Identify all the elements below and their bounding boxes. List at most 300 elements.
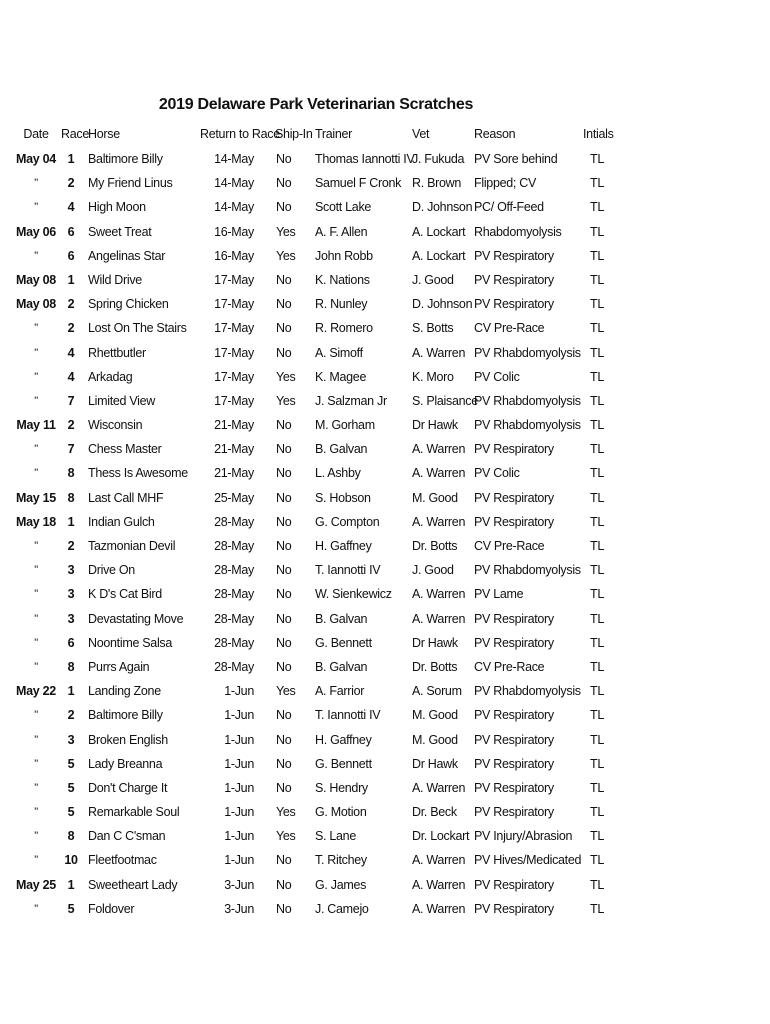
cell-vet: Dr Hawk: [412, 635, 458, 650]
table-row: [0, 703, 770, 727]
table-row: [0, 679, 770, 703]
cell-reason: PV Rhabdomyolysis: [474, 684, 581, 699]
cell-trainer: T. Ritchey: [315, 853, 367, 868]
cell-horse: Sweetheart Lady: [88, 877, 178, 892]
cell-date: ": [34, 588, 38, 601]
cell-trainer: A. F. Allen: [315, 224, 368, 239]
cell-race: 4: [67, 200, 75, 215]
cell-return-to-race: 17-May: [214, 297, 254, 312]
cell-race: 3: [67, 563, 75, 578]
table-row: [0, 897, 770, 921]
cell-race: 2: [67, 708, 75, 723]
cell-return-to-race: 16-May: [214, 248, 254, 263]
cell-vet: Dr Hawk: [412, 756, 458, 771]
table-row: [0, 848, 770, 872]
cell-initials: TL: [590, 635, 604, 650]
column-header-date: Date: [23, 127, 49, 141]
cell-trainer: R. Nunley: [315, 297, 368, 312]
cell-ship-in: No: [276, 321, 292, 336]
cell-initials: TL: [590, 780, 604, 795]
cell-trainer: L. Ashby: [315, 466, 361, 481]
cell-trainer: B. Galvan: [315, 611, 368, 626]
cell-initials: TL: [590, 297, 604, 312]
cell-race: 2: [67, 321, 75, 336]
cell-initials: TL: [590, 829, 604, 844]
table-row: [0, 171, 770, 195]
cell-horse: K D's Cat Bird: [88, 587, 162, 602]
cell-reason: PV Respiratory: [474, 635, 554, 650]
cell-date: May 11: [16, 418, 56, 433]
column-header-initials: Intials: [583, 127, 614, 141]
cell-date: ": [34, 177, 38, 190]
cell-race: 2: [67, 176, 75, 191]
cell-vet: Dr. Botts: [412, 539, 458, 553]
cell-date: May 06: [16, 224, 56, 239]
table-row: [0, 316, 770, 340]
cell-trainer: J. Camejo: [315, 901, 369, 916]
cell-date: May 04: [16, 152, 56, 166]
column-header-trainer: Trainer: [315, 127, 353, 141]
cell-vet: A. Lockart: [412, 248, 466, 263]
cell-race: 10: [64, 853, 78, 868]
table-row: [0, 824, 770, 848]
cell-return-to-race: 16-May: [214, 224, 254, 239]
cell-horse: Purrs Again: [88, 659, 150, 674]
cell-race: 6: [67, 635, 75, 650]
cell-ship-in: No: [276, 345, 292, 360]
cell-return-to-race: 28-May: [214, 514, 254, 529]
cell-vet: J. Good: [412, 272, 454, 287]
cell-race: 3: [67, 611, 75, 626]
table-row: [0, 220, 770, 244]
table-row: [0, 873, 770, 897]
cell-race: 1: [67, 514, 75, 529]
cell-race: 1: [67, 877, 75, 892]
cell-initials: TL: [590, 514, 604, 529]
cell-ship-in: No: [276, 853, 292, 868]
table-row: [0, 292, 770, 316]
cell-race: 3: [67, 732, 75, 747]
cell-vet: Dr. Botts: [412, 659, 458, 674]
cell-race: 3: [67, 587, 75, 602]
cell-reason: PV Hives/Medicated: [474, 853, 582, 868]
cell-ship-in: Yes: [276, 805, 296, 820]
cell-return-to-race: 21-May: [214, 442, 254, 457]
cell-ship-in: No: [276, 442, 292, 457]
cell-trainer: A. Farrior: [315, 684, 365, 699]
table-row: [0, 437, 770, 461]
cell-horse: Lady Breanna: [88, 756, 163, 771]
cell-reason: PV Rhabdomyolysis: [474, 563, 581, 578]
cell-race: 7: [67, 393, 75, 408]
cell-return-to-race: 28-May: [214, 587, 254, 602]
cell-return-to-race: 14-May: [214, 200, 254, 215]
cell-initials: TL: [590, 152, 604, 166]
cell-date: May 15: [16, 490, 56, 505]
cell-ship-in: Yes: [276, 829, 296, 844]
cell-ship-in: No: [276, 708, 292, 723]
cell-reason: PV Respiratory: [474, 611, 554, 626]
cell-ship-in: Yes: [276, 248, 296, 263]
cell-return-to-race: 17-May: [214, 345, 254, 360]
cell-reason: PV Respiratory: [474, 442, 554, 457]
cell-initials: TL: [590, 877, 604, 892]
table-row: [0, 534, 770, 558]
cell-return-to-race: 3-Jun: [224, 901, 254, 916]
column-header-race: Race: [61, 127, 89, 141]
cell-initials: TL: [590, 539, 604, 553]
cell-vet: Dr. Lockart: [412, 829, 470, 844]
cell-ship-in: No: [276, 756, 292, 771]
cell-return-to-race: 28-May: [214, 659, 254, 674]
cell-ship-in: No: [276, 490, 292, 505]
cell-reason: PV Sore behind: [474, 152, 558, 166]
cell-horse: Wild Drive: [88, 272, 142, 287]
cell-reason: PV Respiratory: [474, 805, 554, 820]
table-row: [0, 341, 770, 365]
cell-trainer: K. Nations: [315, 272, 370, 287]
cell-date: ": [34, 443, 38, 456]
cell-initials: TL: [590, 684, 604, 699]
cell-horse: Chess Master: [88, 442, 162, 457]
cell-vet: D. Johnson: [412, 297, 473, 312]
cell-return-to-race: 14-May: [214, 152, 254, 166]
cell-horse: Sweet Treat: [88, 224, 152, 239]
column-header-return: Return to Race: [200, 127, 280, 141]
cell-horse: Lost On The Stairs: [88, 321, 187, 336]
cell-trainer: S. Hendry: [315, 780, 368, 795]
cell-vet: A. Warren: [412, 587, 466, 602]
cell-initials: TL: [590, 321, 604, 336]
cell-initials: TL: [590, 659, 604, 674]
cell-initials: TL: [590, 393, 604, 408]
cell-initials: TL: [590, 587, 604, 602]
cell-horse: Baltimore Billy: [88, 708, 163, 723]
cell-return-to-race: 1-Jun: [224, 708, 254, 723]
cell-reason: PV Respiratory: [474, 297, 554, 312]
cell-reason: PV Respiratory: [474, 272, 554, 287]
cell-trainer: M. Gorham: [315, 418, 375, 433]
cell-horse: Limited View: [88, 393, 156, 408]
cell-trainer: S. Lane: [315, 829, 356, 844]
cell-reason: PV Respiratory: [474, 877, 554, 892]
cell-trainer: G. James: [315, 877, 367, 892]
cell-trainer: R. Romero: [315, 321, 373, 336]
table-row: [0, 510, 770, 534]
cell-trainer: B. Galvan: [315, 442, 368, 457]
cell-return-to-race: 28-May: [214, 635, 254, 650]
cell-date: ": [34, 830, 38, 843]
cell-date: ": [34, 540, 38, 552]
cell-vet: A. Warren: [412, 345, 466, 360]
cell-race: 1: [67, 152, 75, 166]
cell-date: ": [34, 346, 38, 359]
table-row: [0, 607, 770, 631]
table-row: [0, 655, 770, 679]
cell-reason: PV Respiratory: [474, 780, 554, 795]
cell-date: ": [34, 806, 38, 819]
cell-trainer: H. Gaffney: [315, 539, 372, 553]
cell-trainer: G. Motion: [315, 805, 367, 820]
cell-trainer: T. Iannotti IV: [315, 563, 381, 578]
cell-horse: Drive On: [88, 563, 135, 578]
cell-horse: Noontime Salsa: [88, 635, 173, 650]
cell-ship-in: No: [276, 901, 292, 916]
cell-vet: A. Warren: [412, 514, 466, 529]
cell-initials: TL: [590, 466, 604, 481]
table-row: [0, 461, 770, 485]
cell-return-to-race: 1-Jun: [224, 829, 254, 844]
cell-ship-in: No: [276, 611, 292, 626]
cell-date: ": [34, 709, 38, 722]
cell-return-to-race: 1-Jun: [224, 805, 254, 820]
cell-horse: Don't Charge It: [88, 780, 168, 795]
cell-vet: A. Warren: [412, 611, 466, 626]
cell-race: 8: [67, 829, 75, 844]
cell-race: 8: [67, 659, 75, 674]
cell-return-to-race: 17-May: [214, 272, 254, 287]
scratches-table: [0, 122, 770, 921]
cell-vet: A. Sorum: [412, 684, 462, 699]
table-row: [0, 558, 770, 582]
cell-race: 5: [67, 780, 75, 795]
cell-date: ": [34, 902, 38, 915]
cell-vet: S. Plaisance: [412, 393, 478, 408]
cell-date: May 18: [16, 514, 56, 529]
cell-horse: Dan C C'sman: [88, 829, 166, 844]
cell-return-to-race: 3-Jun: [224, 877, 254, 892]
cell-initials: TL: [590, 418, 604, 433]
cell-date: ": [34, 636, 38, 649]
cell-reason: PV Colic: [474, 466, 520, 481]
cell-vet: A. Warren: [412, 442, 466, 457]
cell-race: 5: [67, 756, 75, 771]
cell-ship-in: No: [276, 563, 292, 578]
cell-trainer: G. Bennett: [315, 756, 372, 771]
cell-horse: Last Call MHF: [88, 490, 164, 505]
cell-initials: TL: [590, 708, 604, 723]
cell-initials: TL: [590, 442, 604, 457]
table-row: [0, 389, 770, 413]
cell-reason: PC/ Off-Feed: [474, 200, 544, 215]
cell-trainer: J. Salzman Jr: [315, 393, 387, 408]
cell-reason: PV Respiratory: [474, 756, 554, 771]
cell-vet: M. Good: [412, 708, 458, 723]
cell-vet: A. Warren: [412, 901, 466, 916]
cell-return-to-race: 21-May: [214, 418, 254, 433]
table-row: [0, 413, 770, 437]
cell-return-to-race: 17-May: [214, 393, 254, 408]
cell-trainer: John Robb: [315, 248, 373, 263]
cell-horse: Thess Is Awesome: [88, 466, 188, 481]
cell-trainer: Samuel F Cronk: [315, 176, 402, 191]
cell-trainer: H. Gaffney: [315, 732, 372, 747]
cell-vet: M. Good: [412, 490, 458, 505]
cell-date: ": [34, 660, 38, 673]
cell-initials: TL: [590, 345, 604, 360]
cell-trainer: W. Sienkewicz: [315, 587, 392, 602]
table-row: [0, 728, 770, 752]
cell-horse: Wisconsin: [88, 418, 143, 433]
cell-return-to-race: 17-May: [214, 321, 254, 336]
cell-race: 4: [67, 369, 75, 384]
cell-ship-in: No: [276, 659, 292, 674]
cell-initials: TL: [590, 272, 604, 287]
cell-horse: Broken English: [88, 732, 168, 747]
cell-horse: Tazmonian Devil: [88, 539, 176, 553]
cell-vet: A. Warren: [412, 780, 466, 795]
cell-vet: A. Warren: [412, 877, 466, 892]
cell-race: 4: [67, 345, 75, 360]
cell-reason: PV Rhabdomyolysis: [474, 393, 581, 408]
cell-ship-in: No: [276, 587, 292, 602]
cell-ship-in: No: [276, 877, 292, 892]
cell-vet: A. Warren: [412, 853, 466, 868]
cell-return-to-race: 28-May: [214, 539, 254, 553]
cell-reason: PV Colic: [474, 369, 520, 384]
cell-trainer: G. Compton: [315, 514, 380, 529]
cell-horse: Baltimore Billy: [88, 152, 163, 166]
cell-race: 2: [67, 418, 75, 433]
cell-reason: PV Rhabdomyolysis: [474, 345, 581, 360]
cell-race: 7: [67, 442, 75, 457]
cell-horse: My Friend Linus: [88, 176, 173, 191]
cell-ship-in: No: [276, 732, 292, 747]
table-row: [0, 800, 770, 824]
cell-ship-in: No: [276, 418, 292, 433]
table-row: [0, 582, 770, 606]
cell-return-to-race: 28-May: [214, 563, 254, 578]
column-header-reason: Reason: [474, 127, 516, 141]
table-row: [0, 195, 770, 219]
cell-reason: PV Respiratory: [474, 514, 554, 529]
cell-ship-in: Yes: [276, 224, 296, 239]
cell-return-to-race: 25-May: [214, 490, 254, 505]
table-row: [0, 776, 770, 800]
column-header-ship-in: Ship-In: [275, 127, 313, 141]
cell-race: 2: [67, 297, 75, 312]
cell-horse: Fleetfootmac: [88, 853, 157, 868]
cell-race: 1: [67, 272, 75, 287]
cell-horse: Arkadag: [88, 369, 133, 384]
cell-vet: S. Botts: [412, 321, 454, 336]
cell-race: 8: [67, 490, 75, 505]
cell-initials: TL: [590, 901, 604, 916]
cell-race: 2: [67, 539, 75, 553]
cell-initials: TL: [590, 248, 604, 263]
cell-date: ": [34, 757, 38, 770]
cell-return-to-race: 28-May: [214, 611, 254, 626]
cell-vet: Dr Hawk: [412, 418, 458, 433]
cell-ship-in: No: [276, 152, 292, 166]
cell-initials: TL: [590, 732, 604, 747]
cell-race: 1: [67, 684, 75, 699]
cell-date: ": [34, 201, 38, 214]
cell-trainer: S. Hobson: [315, 490, 371, 505]
cell-reason: PV Respiratory: [474, 490, 554, 505]
cell-race: 8: [67, 466, 75, 481]
cell-vet: J. Fukuda: [412, 152, 465, 166]
cell-trainer: B. Galvan: [315, 659, 368, 674]
cell-ship-in: No: [276, 635, 292, 650]
cell-initials: TL: [590, 853, 604, 868]
cell-vet: Dr. Beck: [412, 805, 457, 820]
cell-date: ": [34, 394, 38, 407]
table-row: [0, 486, 770, 510]
cell-ship-in: No: [276, 780, 292, 795]
cell-date: ": [34, 564, 38, 577]
page-title: 2019 Delaware Park Veterinarian Scratches: [158, 96, 474, 113]
cell-initials: TL: [590, 200, 604, 215]
cell-date: May 25: [16, 877, 56, 892]
table-row: [0, 147, 770, 171]
cell-race: 5: [67, 901, 75, 916]
cell-reason: PV Rhabdomyolysis: [474, 418, 581, 433]
cell-ship-in: No: [276, 466, 292, 481]
cell-horse: Remarkable Soul: [88, 805, 180, 820]
cell-reason: CV Pre-Race: [474, 321, 545, 336]
cell-return-to-race: 14-May: [214, 176, 254, 191]
cell-date: ": [34, 854, 38, 867]
table-row: [0, 631, 770, 655]
cell-return-to-race: 1-Jun: [224, 684, 254, 699]
cell-date: May 08: [16, 272, 56, 287]
cell-vet: M. Good: [412, 732, 458, 747]
cell-date: ": [34, 781, 38, 794]
cell-ship-in: Yes: [276, 684, 296, 699]
cell-reason: PV Injury/Abrasion: [474, 829, 573, 844]
cell-horse: Rhettbutler: [88, 345, 146, 360]
cell-vet: D. Johnson: [412, 200, 473, 215]
cell-initials: TL: [590, 224, 604, 239]
cell-ship-in: Yes: [276, 369, 296, 384]
cell-reason: PV Lame: [474, 587, 524, 602]
cell-ship-in: No: [276, 539, 292, 553]
cell-ship-in: No: [276, 272, 292, 287]
cell-return-to-race: 17-May: [214, 369, 254, 384]
cell-trainer: T. Iannotti IV: [315, 708, 381, 723]
cell-return-to-race: 21-May: [214, 466, 254, 481]
cell-race: 6: [67, 224, 75, 239]
cell-ship-in: No: [276, 514, 292, 529]
cell-horse: Devastating Move: [88, 611, 184, 626]
cell-reason: CV Pre-Race: [474, 539, 545, 553]
cell-vet: R. Brown: [412, 176, 462, 191]
cell-date: ": [34, 733, 38, 746]
cell-reason: Rhabdomyolysis: [474, 224, 562, 239]
cell-trainer: A. Simoff: [315, 345, 363, 360]
cell-initials: TL: [590, 805, 604, 820]
cell-date: May 22: [16, 684, 56, 699]
cell-return-to-race: 1-Jun: [224, 756, 254, 771]
cell-horse: Landing Zone: [88, 684, 161, 699]
table-body: [0, 147, 770, 921]
cell-initials: TL: [590, 369, 604, 384]
cell-date: ": [34, 249, 38, 262]
cell-reason: PV Respiratory: [474, 248, 554, 263]
cell-date: ": [34, 467, 38, 480]
cell-reason: PV Respiratory: [474, 708, 554, 723]
cell-vet: A. Lockart: [412, 224, 466, 239]
cell-reason: Flipped; CV: [474, 176, 537, 191]
cell-reason: PV Respiratory: [474, 732, 554, 747]
cell-trainer: Thomas Iannotti IV: [315, 152, 415, 166]
cell-date: ": [34, 370, 38, 383]
cell-horse: Foldover: [88, 901, 135, 916]
table-header: [0, 122, 770, 147]
cell-race: 5: [67, 805, 75, 820]
table-row: [0, 244, 770, 268]
